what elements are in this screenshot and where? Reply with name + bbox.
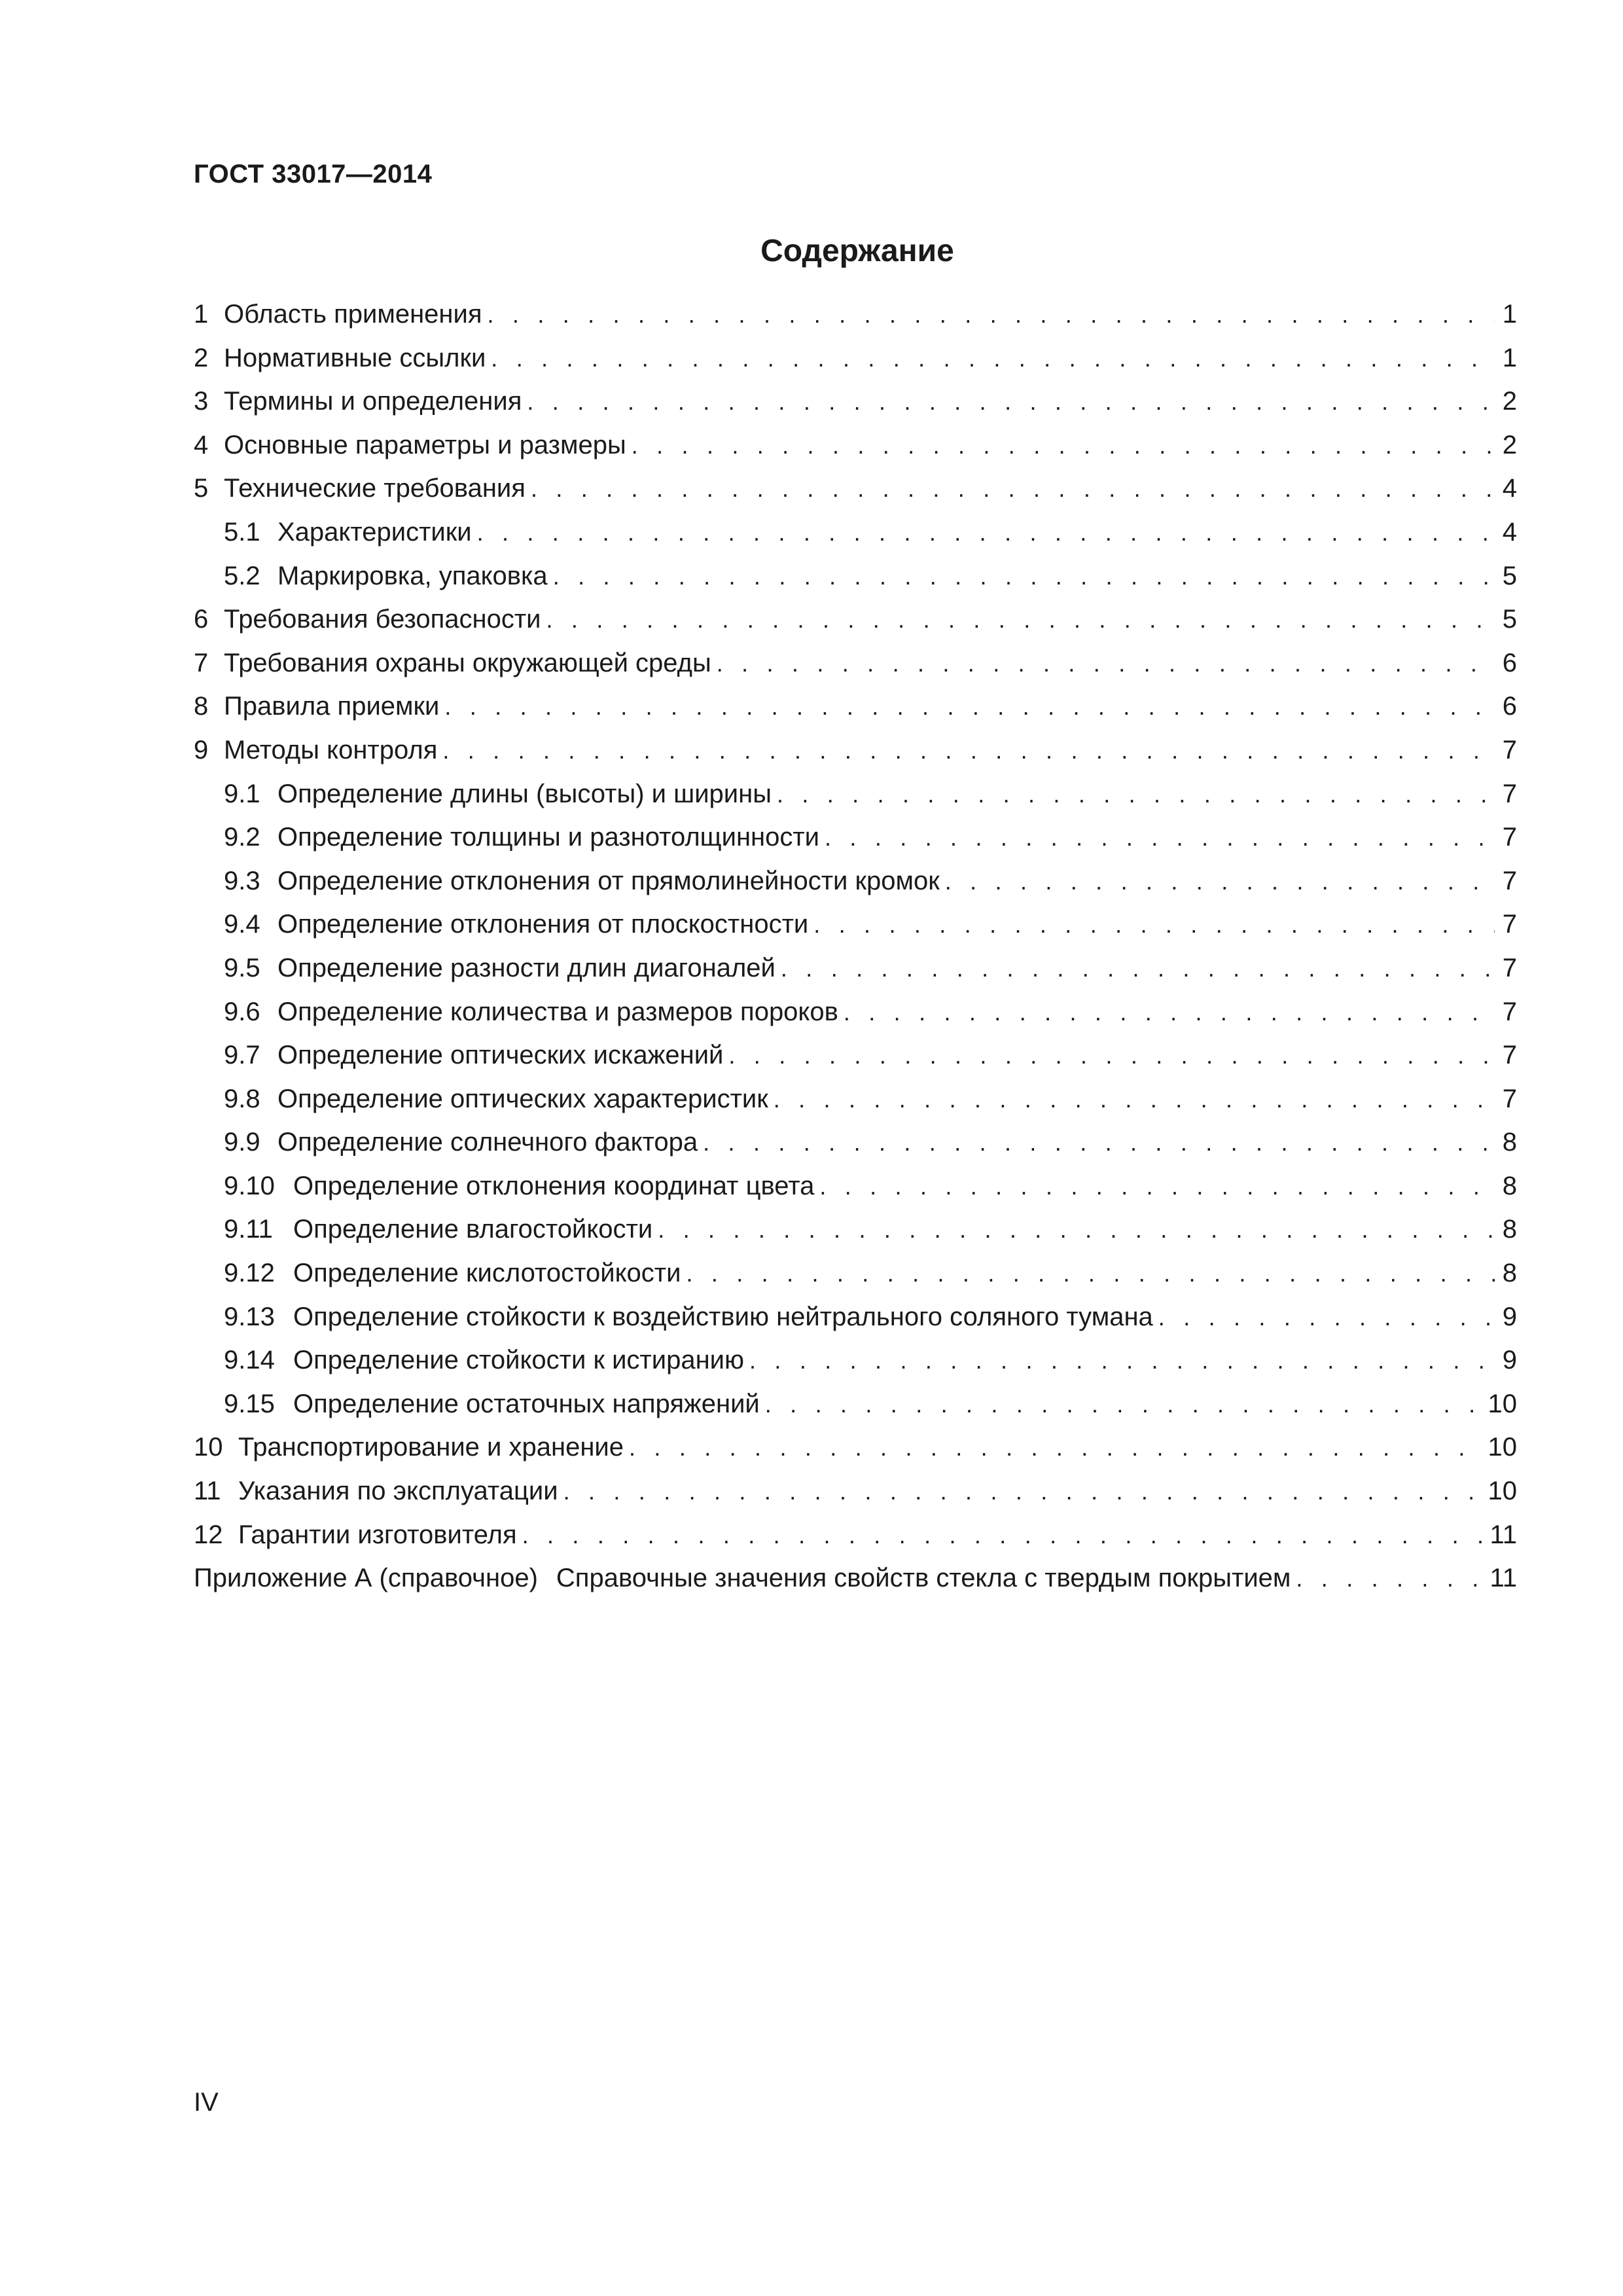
toc-entry-page: 8 [1495,1172,1517,1201]
toc-entry-page: 7 [1495,910,1517,939]
toc-entry-page: 7 [1495,736,1517,765]
toc-entry-number: 9.9 [224,1128,260,1157]
toc-entry-title: Определение разности длин диагоналей [277,953,776,982]
toc-entry-page: 4 [1495,474,1517,503]
toc-entry-number: 5 [194,474,209,503]
dot-leader [781,955,1495,982]
toc-entry-9-13[interactable] [194,1302,1517,1346]
toc-entry-title: Определение отклонения координат цвета [293,1171,815,1200]
dot-leader [1296,1565,1482,1592]
dot-leader [1158,1304,1495,1331]
toc-entry-title: Определение оптических искажений [277,1041,724,1070]
toc-entry-title: Гарантии изготовителя [238,1520,517,1549]
toc-entry-number: 6 [194,605,209,634]
toc-entry-title: Определение количества и размеров пороков [277,997,838,1026]
toc-entry-9-5[interactable] [194,954,1517,997]
dot-leader [563,1478,1480,1505]
toc-entry-title: Область применения [224,300,482,329]
toc-entry-title: Требования охраны окружающей среды [224,648,711,677]
dot-leader [813,911,1495,939]
dot-leader [629,1434,1480,1462]
toc-entry-11[interactable] [194,1477,1517,1520]
dot-leader [717,650,1495,677]
toc-entry-page: 7 [1495,1041,1517,1070]
toc-entry-page: 7 [1495,1085,1517,1114]
toc-entry-number: 1 [194,300,209,329]
toc-entry-9-4[interactable] [194,910,1517,954]
toc-entry-page: 2 [1495,431,1517,460]
toc-entry-page: 5 [1495,605,1517,634]
table-of-contents [194,300,1517,1607]
toc-entry-title: Справочные значения свойств стекла с твердым покрытием [556,1564,1291,1593]
toc-entry-number: 5.2 [224,561,260,590]
toc-entry-4[interactable] [194,431,1517,475]
toc-entry-9-12[interactable] [194,1259,1517,1302]
toc-entry-number: 4 [194,430,209,459]
dot-leader [477,519,1495,547]
toc-entry-9-15[interactable] [194,1390,1517,1433]
toc-entry-number: 9.5 [224,953,260,982]
toc-entry-number: 9.1 [224,779,260,808]
toc-entry-1[interactable] [194,300,1517,344]
toc-entry-title: Основные параметры и размеры [224,430,626,459]
toc-entry-number: 10 [194,1433,223,1462]
toc-entry-title: Указания по эксплуатации [238,1477,558,1506]
dot-leader [819,1173,1494,1200]
toc-entry-number: 9 [194,735,209,764]
toc-entry-title: Определение отклонения от плоскостности [277,910,809,939]
toc-entry-title: Требования безопасности [224,605,541,634]
toc-entry-number: 9.7 [224,1041,260,1070]
toc-entry-title: Определение стойкости к истиранию [293,1346,745,1375]
toc-entry-title: Определение отклонения от прямолинейности кромок [277,866,940,895]
toc-entry-8[interactable] [194,692,1517,736]
dot-leader [488,301,1495,329]
toc-entry-title: Определение стойкости к воздействию нейтрального соляного тумана [293,1302,1153,1331]
toc-entry-page: 8 [1495,1128,1517,1157]
toc-entry-9-8[interactable] [194,1085,1517,1128]
toc-entry-number: 9.6 [224,997,260,1026]
toc-entry-9-9[interactable] [194,1128,1517,1172]
toc-entry-page: 7 [1495,780,1517,809]
toc-entry-5[interactable] [194,474,1517,518]
toc-entry-number: Приложение А (справочное) [194,1564,538,1593]
toc-entry-page: 7 [1495,997,1517,1027]
toc-entry-number: 9.11 [224,1215,273,1244]
toc-entry-9-3[interactable] [194,867,1517,910]
toc-entry-9-2[interactable] [194,823,1517,867]
toc-entry-title: Маркировка, упаковка [277,561,548,590]
toc-entry-title: Технические требования [224,474,526,503]
toc-entry-title: Определение остаточных напряжений [293,1389,760,1418]
dot-leader [825,824,1495,852]
toc-entry-title: Определение длины (высоты) и ширины [277,779,772,808]
toc-entry-page: 10 [1480,1390,1518,1419]
dot-leader [632,432,1495,459]
toc-entry-number: 5.1 [224,517,260,547]
dot-leader [658,1216,1495,1244]
toc-entry-title: Методы контроля [224,735,438,764]
dot-leader [553,563,1495,590]
dot-leader [531,475,1495,503]
toc-entry-10[interactable] [194,1433,1517,1477]
toc-entry-9-1[interactable] [194,780,1517,823]
toc-entry-12[interactable] [194,1520,1517,1564]
toc-entry-number: 3 [194,387,209,416]
toc-entry-page: 11 [1482,1520,1517,1550]
toc-entry-number: 9.15 [224,1389,275,1418]
dot-leader [546,606,1495,634]
toc-entry-page: 1 [1495,344,1517,373]
dot-leader [844,999,1495,1026]
toc-entry-page: 4 [1495,518,1517,547]
toc-entry-9-14[interactable] [194,1346,1517,1390]
toc-entry-title: Нормативные ссылки [224,343,486,372]
toc-entry-7[interactable] [194,649,1517,692]
toc-entry-5-1[interactable] [194,518,1517,562]
toc-entry-page: 10 [1480,1433,1518,1462]
toc-entry-page: 7 [1495,823,1517,852]
dot-leader [945,868,1495,895]
dot-leader [765,1391,1480,1418]
toc-entry-3[interactable] [194,387,1517,431]
toc-entry-page: 6 [1495,692,1517,721]
dot-leader [442,737,1494,764]
dot-leader [522,1522,1482,1549]
toc-entry-9-11[interactable] [194,1215,1517,1259]
toc-entry-page: 5 [1495,562,1517,591]
toc-entry-9[interactable] [194,736,1517,780]
toc-entry-title: Характеристики [277,517,472,547]
toc-entry-9-6[interactable] [194,997,1517,1041]
dot-leader [686,1260,1494,1287]
toc-entry-page: 9 [1495,1346,1517,1375]
toc-entry-title: Термины и определения [224,387,522,416]
toc-entry-page: 6 [1495,649,1517,678]
toc-entry-number: 8 [194,692,209,721]
toc-entry-9-10[interactable] [194,1172,1517,1215]
toc-entry-number: 9.14 [224,1346,275,1375]
toc-entry-page: 11 [1482,1564,1517,1593]
dot-leader [774,1086,1495,1113]
dot-leader [728,1042,1494,1069]
toc-entry-page: 8 [1495,1215,1517,1244]
toc-entry-appendix-a[interactable] [194,1564,1517,1607]
toc-entry-title: Определение толщины и разнотолщинности [277,823,820,852]
toc-entry-number: 9.2 [224,823,260,852]
toc-entry-number: 9.13 [224,1302,275,1331]
toc-entry-page: 8 [1495,1259,1517,1288]
dot-leader [491,345,1494,372]
toc-entry-page: 7 [1495,954,1517,983]
toc-entry-title: Определение влагостойкости [293,1215,653,1244]
toc-entry-9-7[interactable] [194,1041,1517,1085]
toc-entry-title: Транспортирование и хранение [238,1433,624,1462]
toc-entry-number: 11 [194,1477,221,1506]
toc-entry-page: 2 [1495,387,1517,416]
toc-entry-number: 9.8 [224,1084,260,1113]
toc-entry-2[interactable] [194,344,1517,387]
toc-entry-number: 9.12 [224,1259,275,1288]
toc-entry-5-2[interactable] [194,562,1517,605]
page-number: IV [194,2088,219,2117]
dot-leader [444,693,1494,721]
toc-entry-number: 9.3 [224,866,260,895]
toc-entry-number: 9.10 [224,1171,275,1200]
toc-entry-number: 2 [194,343,209,372]
toc-entry-page: 9 [1495,1302,1517,1332]
toc-entry-title: Правила приемки [224,692,440,721]
document-code: ГОСТ 33017—2014 [194,160,433,188]
dot-leader [703,1129,1495,1157]
toc-entry-page: 7 [1495,867,1517,896]
toc-entry-number: 7 [194,648,209,677]
toc-entry-6[interactable] [194,605,1517,649]
dot-leader [527,388,1494,416]
dot-leader [749,1347,1495,1374]
toc-entry-title: Определение оптических характеристик [277,1084,768,1113]
toc-entry-page: 1 [1495,300,1517,329]
toc-entry-title: Определение солнечного фактора [277,1128,698,1157]
toc-entry-page: 10 [1480,1477,1518,1506]
toc-entry-title: Определение кислотостойкости [293,1259,681,1288]
toc-entry-number: 9.4 [224,910,260,939]
toc-title: Содержание [760,234,954,268]
dot-leader [777,781,1495,808]
toc-entry-number: 12 [194,1520,223,1549]
